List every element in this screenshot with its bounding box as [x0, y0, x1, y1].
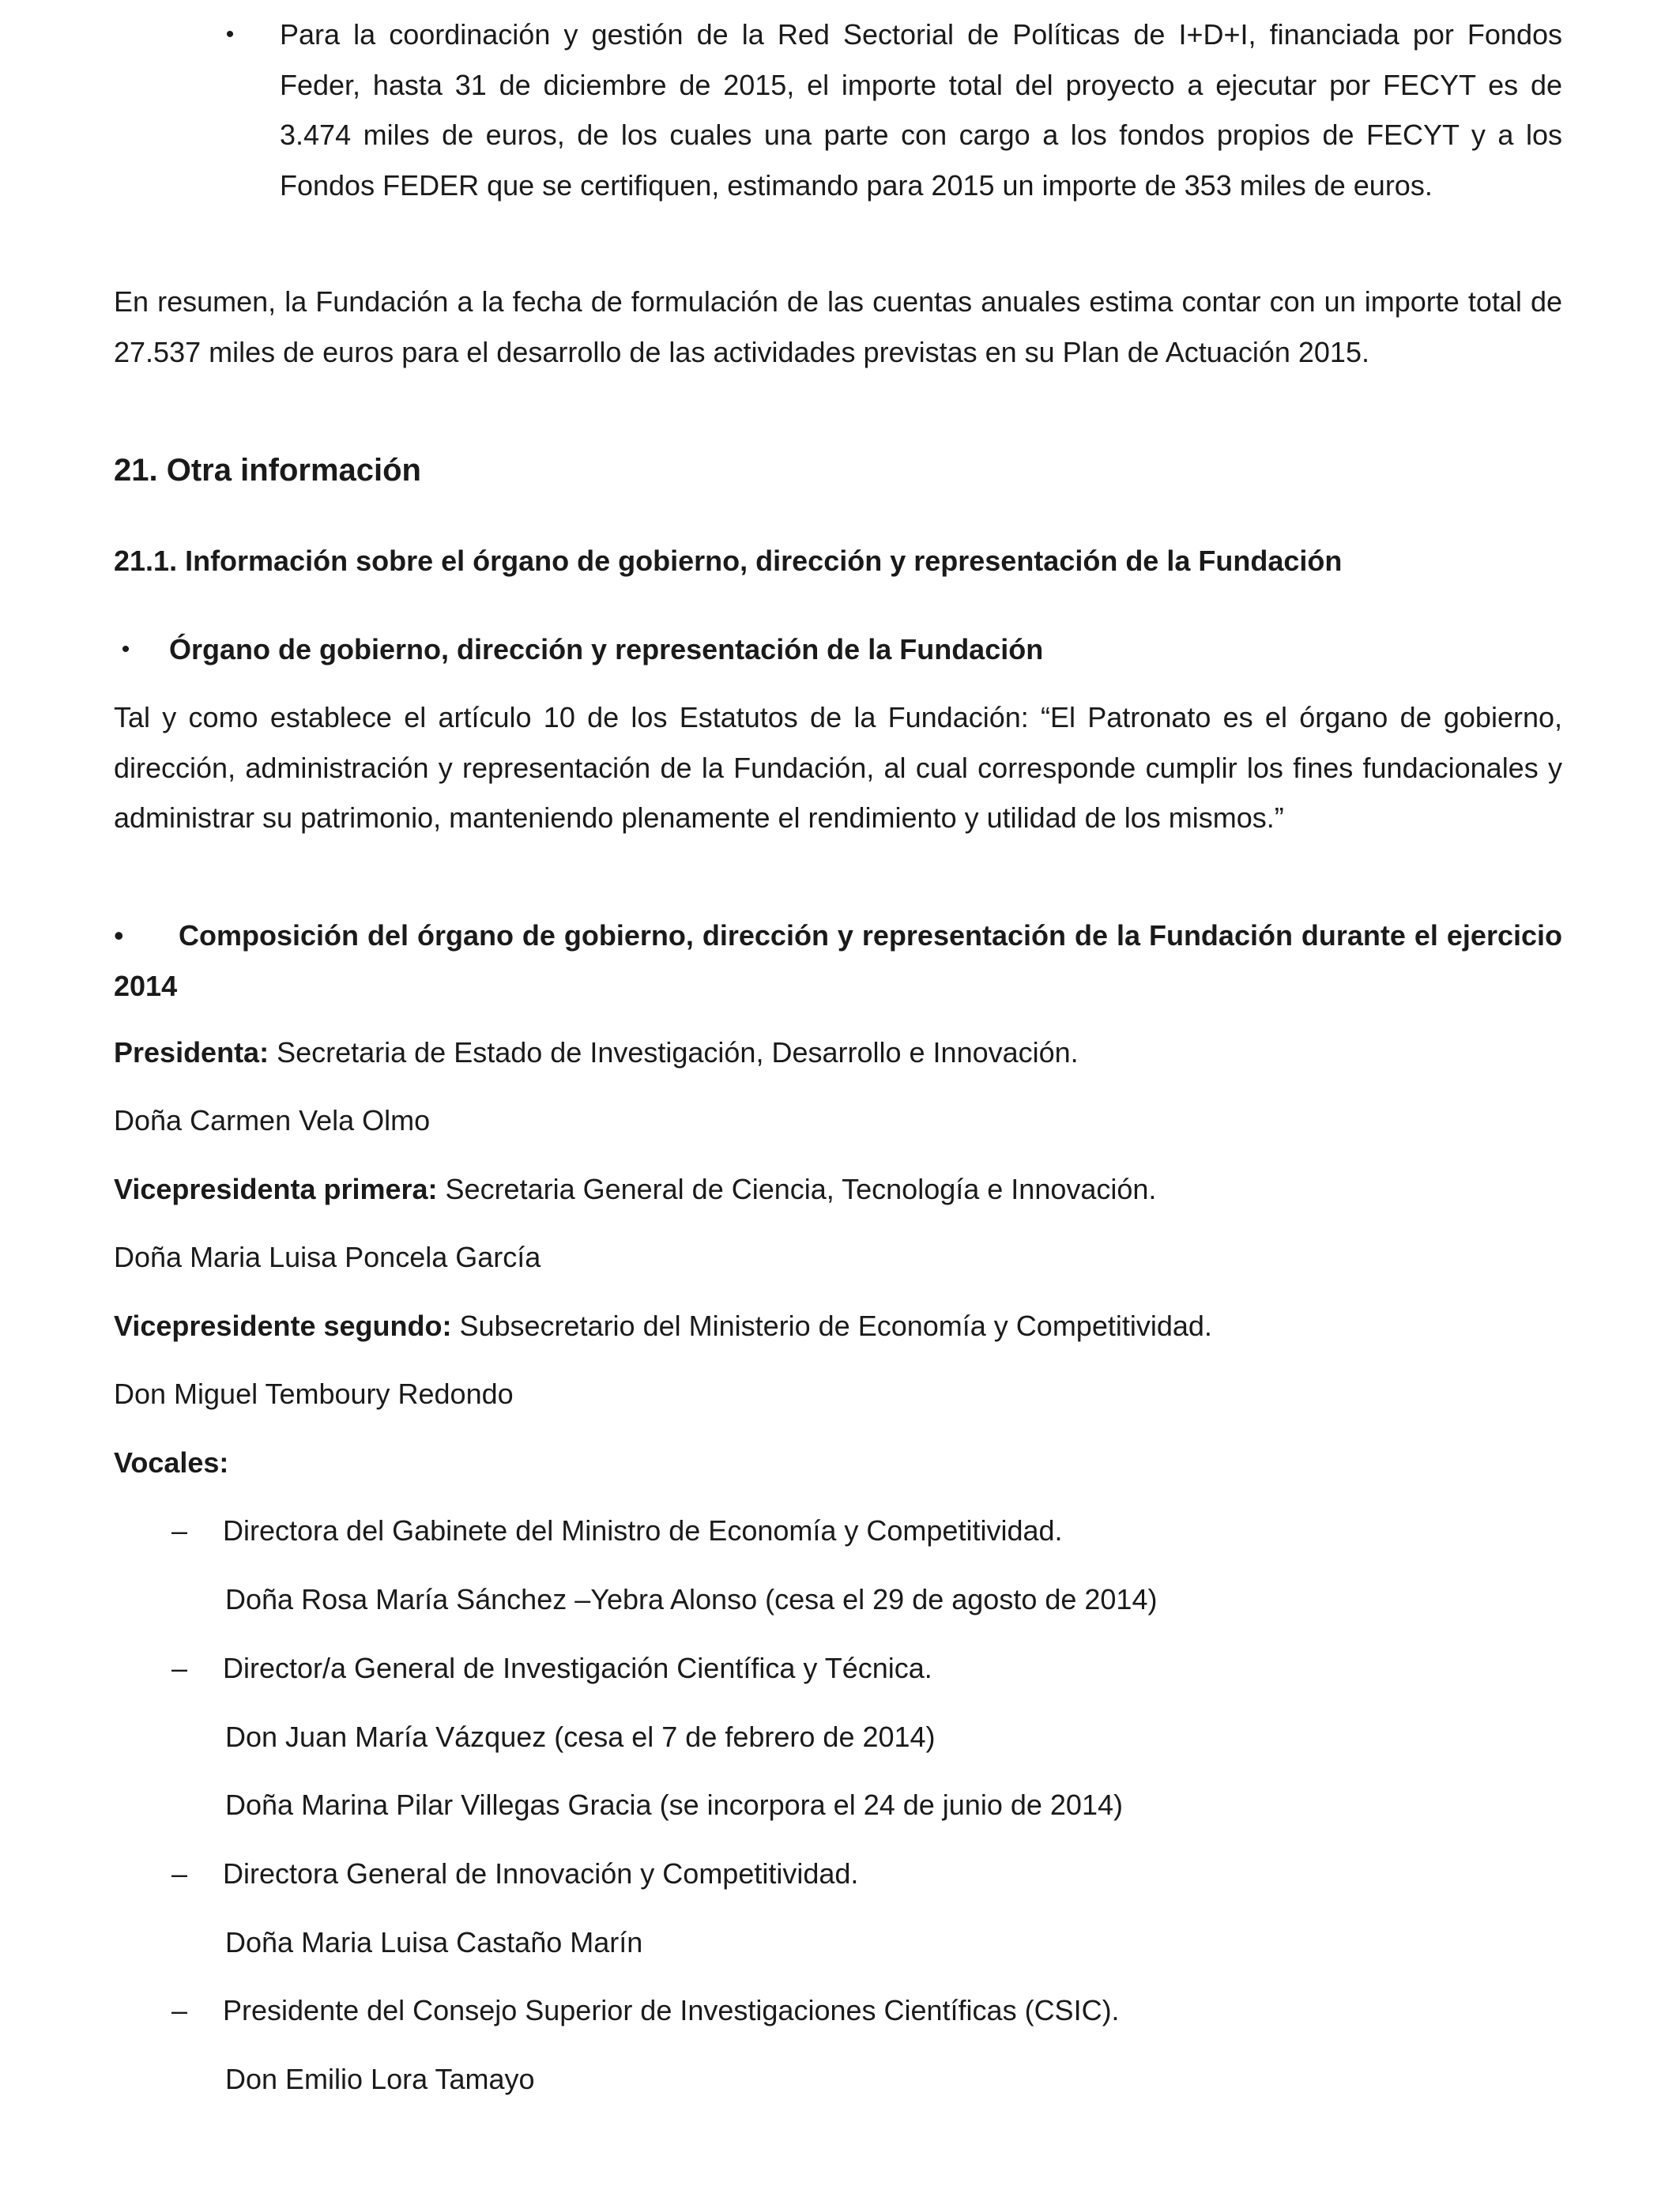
vocales-label: Vocales: [114, 1446, 229, 1479]
vocal-role: Director/a General de Investigación Científica y Técnica. [223, 1652, 932, 1684]
presidenta-label: Presidenta: [114, 1036, 269, 1069]
vocal-name: Doña Rosa María Sánchez –Yebra Alonso (cesa el 29 de agosto de 2014) [225, 1583, 1158, 1615]
estatutos-paragraph: Tal y como establece el artículo 10 de los Estatutos de la Fundación: “El Patronato es el órgano de gobierno, dirección, administración y representación de la Fundación, al cual corresponde cumplir los fines fundacionales y administrar su patrimonio, manteniendo plenamente el rendimiento y utilidad de los mismos.” [114, 701, 1562, 834]
bullet-heading-composicion [114, 910, 1562, 1011]
bullet-marker: • [114, 919, 124, 952]
dash-marker: – [171, 1514, 188, 1547]
vocal-role: Directora General de Innovación y Competitividad. [223, 1857, 859, 1890]
bullet-paragraph-red-sectorial: Para la coordinación y gestión de la Red Sectorial de Políticas de I+D+I, financiada por Fondos Feder, hasta 31 de diciembre de 2015, el importe total del proyecto a ejecutar por FECYT es de 3.474 miles de euros, de los cuales una parte con cargo a los fondos propios de FECYT y a los Fondos FEDER que se certifiquen, estimando para 2015 un importe de 353 miles de euros. [280, 18, 1562, 202]
vicepresidenta-primera-label: Vicepresidenta primera: [114, 1173, 438, 1205]
vicepresidente-segundo-line [114, 1302, 1212, 1350]
vocal-name: Doña Marina Pilar Villegas Gracia (se incorpora el 24 de junio de 2014) [225, 1789, 1123, 1821]
vocal-name: Don Emilio Lora Tamayo [225, 2063, 535, 2095]
vicepresidenta-primera-line [114, 1166, 1156, 1213]
vicepresidente-segundo-role: Subsecretario del Ministerio de Economía y Competitividad. [451, 1310, 1212, 1342]
vicepresidente-segundo-label: Vicepresidente segundo: [114, 1310, 452, 1342]
bullet-heading-organo: Órgano de gobierno, dirección y representación de la Fundación [169, 633, 1044, 665]
dash-marker: – [171, 1994, 188, 2026]
summary-paragraph: En resumen, la Fundación a la fecha de formulación de las cuentas anuales estima contar con un importe total de 27.537 miles de euros para el desarrollo de las actividades previstas en su Plan de Actuación 2015. [114, 285, 1562, 368]
presidenta-line [114, 1029, 1079, 1076]
section-heading-21-1: 21.1. Información sobre el órgano de gobierno, dirección y representación de la Fundación [114, 545, 1343, 577]
vocal-name: Don Juan María Vázquez (cesa el 7 de febrero de 2014) [225, 1721, 936, 1753]
presidenta-name: Doña Carmen Vela Olmo [114, 1104, 431, 1137]
vocal-role: Directora del Gabinete del Ministro de Economía y Competitividad. [223, 1514, 1063, 1547]
dash-marker: – [171, 1652, 188, 1684]
presidenta-role: Secretaria de Estado de Investigación, Desarrollo e Innovación. [269, 1036, 1079, 1069]
vicepresidente-segundo-name: Don Miguel Temboury Redondo [114, 1378, 514, 1410]
vicepresidenta-primera-role: Secretaria General de Ciencia, Tecnología e Innovación. [437, 1173, 1157, 1205]
composicion-text: Composición del órgano de gobierno, dirección y representación de la Fundación durante el ejercicio 2014 [114, 919, 1562, 1002]
vocal-name: Doña Maria Luisa Castaño Marín [225, 1926, 643, 1958]
bullet-marker: • [225, 21, 235, 47]
section-heading-21: 21. Otra información [114, 453, 421, 488]
bullet-marker: • [121, 636, 130, 662]
dash-marker: – [171, 1857, 188, 1890]
vocal-role: Presidente del Consejo Superior de Investigaciones Científicas (CSIC). [223, 1994, 1120, 2026]
vicepresidenta-primera-name: Doña Maria Luisa Poncela García [114, 1241, 541, 1273]
